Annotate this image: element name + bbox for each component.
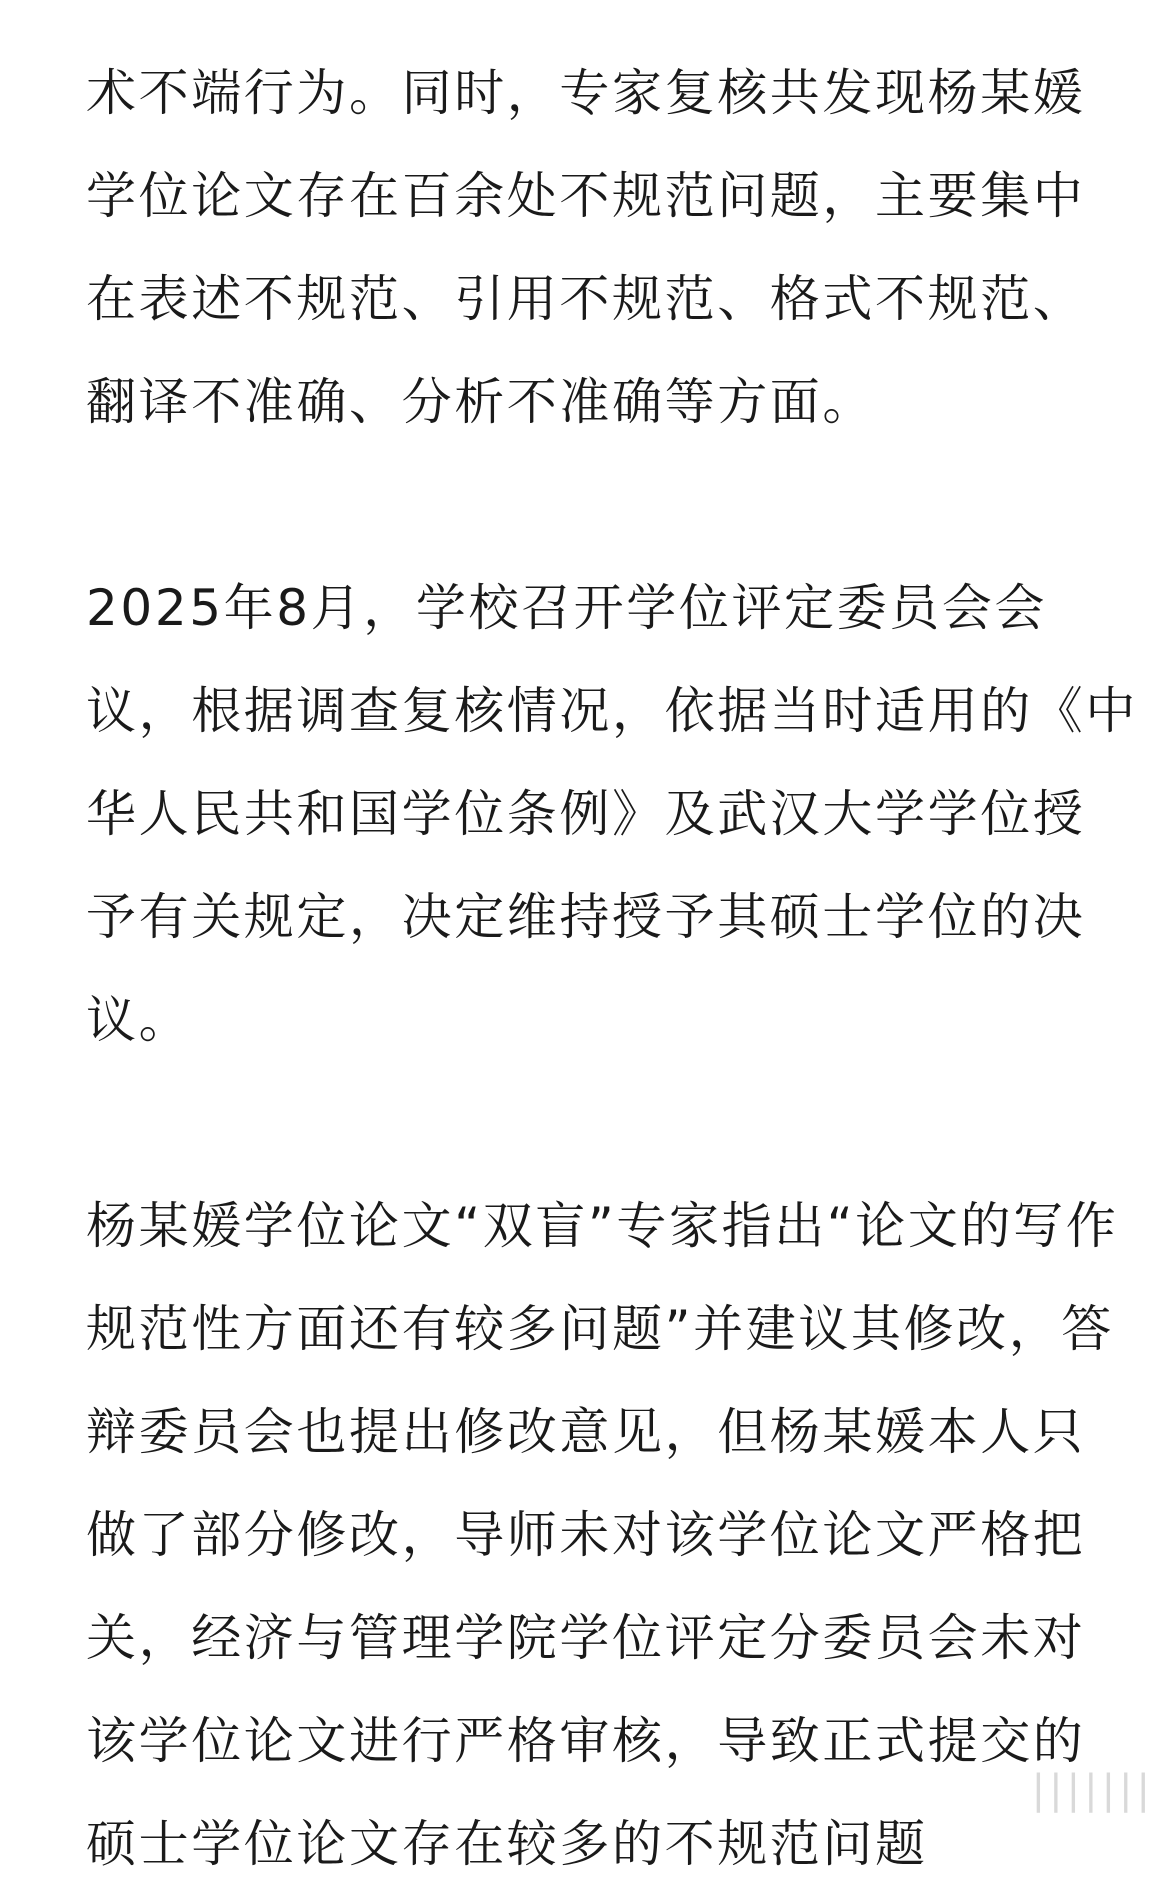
text-line: 关，经济与管理学院学位评定分委员会未对 (86, 1609, 1086, 1667)
text-line: 议。 (86, 991, 192, 1049)
text-line: 2025年8月，学校召开学位评定委员会会 (86, 579, 1048, 637)
paragraph-spacer (86, 454, 1096, 557)
text-line: 翻译不准确、分析不准确等方面。 (86, 373, 875, 431)
text-line: 术不端行为。同时，专家复核共发现杨某媛 (86, 64, 1086, 122)
text-line: 做了部分修改，导师未对该学位论文严格把 (86, 1506, 1086, 1564)
text-line: 硕士学位论文存在较多的不规范问题 (86, 1815, 928, 1873)
text-line: 华人民共和国学位条例》及武汉大学学位授 (86, 785, 1086, 843)
text-line: 该学位论文进行严格审核，导致正式提交的 (86, 1712, 1086, 1770)
text-line: 杨某媛学位论文“双盲”专家指出“论文的写作 (86, 1197, 1119, 1255)
text-line: 议，根据调查复核情况，依据当时适用的《中 (86, 682, 1138, 740)
text-line: 辩委员会也提出修改意见，但杨某媛本人只 (86, 1403, 1086, 1461)
paragraph-2 (86, 557, 1138, 1072)
paragraph-spacer (86, 1072, 1096, 1175)
text-line: 规范性方面还有较多问题”并建议其修改，答 (86, 1300, 1114, 1358)
paragraph-3 (86, 1175, 1119, 1896)
watermark: ||||||| (1031, 1767, 1154, 1813)
text-line: 予有关规定，决定维持授予其硕士学位的决 (86, 888, 1086, 946)
paragraph-1 (86, 42, 1096, 454)
text-line: 在表述不规范、引用不规范、格式不规范、 (86, 270, 1086, 328)
article-body (86, 42, 1138, 1896)
text-line: 学位论文存在百余处不规范问题，主要集中 (86, 167, 1086, 225)
